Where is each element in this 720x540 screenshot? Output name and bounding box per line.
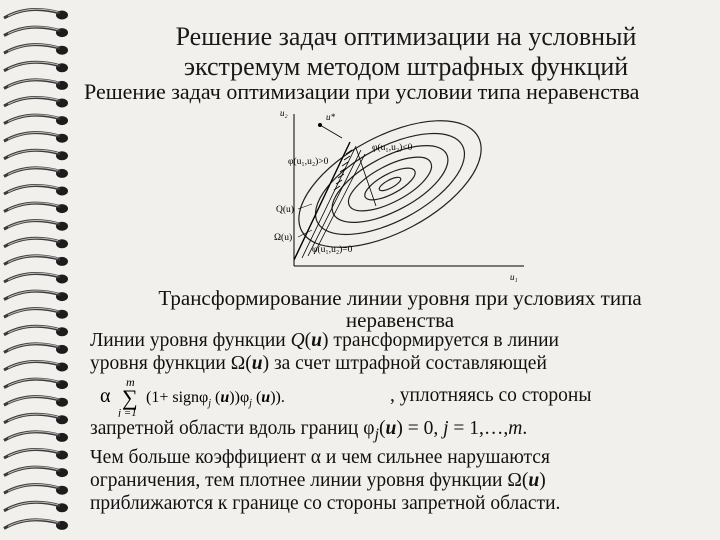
binding-ring <box>4 396 68 406</box>
section-heading-line-1: Трансформирование линии уровня при условиях типа <box>158 286 642 310</box>
binding-ring <box>4 502 68 512</box>
label-phi-positive: φ(u₁,u₂)>0 <box>288 157 329 167</box>
title-line-1: Решение задач оптимизации на условный <box>175 22 637 51</box>
body-text <box>90 329 710 515</box>
binding-ring <box>4 168 68 178</box>
binding-ring <box>4 484 68 494</box>
binding-ring <box>4 256 68 266</box>
binding-ring <box>4 291 68 301</box>
body-line-1: Линии уровня функции Q(u) трансформируется в линии <box>90 330 559 351</box>
section-heading-line-2: неравенства <box>345 308 455 332</box>
binding-ring <box>4 326 68 336</box>
formula-sigma: ∑ <box>122 385 138 410</box>
label-Omega: Ω(u) <box>274 233 293 243</box>
binding-ring <box>4 150 68 160</box>
binding-ring <box>4 80 68 90</box>
slide-subtitle: Решение задач оптимизации при условии типа неравенства <box>84 79 640 104</box>
formula-tail: , уплотняясь со стороны <box>390 385 592 406</box>
body-line-4: Чем больше коэффициент α и чем сильнее нарушаются <box>90 446 550 468</box>
binding-ring <box>4 44 68 54</box>
binding-ring <box>4 467 68 477</box>
spiral-binding <box>0 0 80 540</box>
binding-ring <box>4 203 68 213</box>
body-line-6: приближаются к границе со стороны запретной области. <box>90 492 561 514</box>
label-Q-pointer <box>298 204 312 209</box>
binding-ring <box>4 308 68 318</box>
label-phi-negative: φ(u₁,u₂)<0 <box>372 143 413 153</box>
binding-ring <box>4 9 68 19</box>
formula-sum-bottom: j =1 <box>118 407 137 417</box>
binding-ring <box>4 432 68 442</box>
optimum-pointer <box>320 125 342 138</box>
label-phi-zero: φ(u₁,u₂)=0 <box>312 245 353 255</box>
level-line-2 <box>361 162 420 206</box>
formula-sum-top: m <box>126 375 135 389</box>
body-line-5: ограничения, тем плотнее линии уровня функции Ω(u) <box>90 469 546 491</box>
level-lines-diagram <box>272 108 532 284</box>
binding-ring <box>4 238 68 248</box>
binding-ring <box>4 361 68 371</box>
binding-ring <box>4 449 68 459</box>
slide-title <box>96 22 716 82</box>
formula-body: (1+ signφ$_j$ $(u))\varphi_j$ (u)). <box>146 389 285 409</box>
axis-u1-label: u₁ <box>510 272 518 282</box>
section-heading <box>90 287 710 331</box>
binding-ring <box>4 220 68 230</box>
binding-ring <box>4 379 68 389</box>
binding-ring <box>4 62 68 72</box>
level-line-5 <box>300 113 480 255</box>
binding-ring <box>4 273 68 283</box>
optimum-label: u* <box>326 112 335 122</box>
title-line-2: экстремум методом штрафных функций <box>183 52 629 81</box>
penalty-line-3 <box>314 154 365 254</box>
label-Q: Q(u) <box>276 205 294 215</box>
axis-u2-label: u₂ <box>280 108 288 118</box>
binding-ring <box>4 132 68 142</box>
binding-ring <box>4 97 68 107</box>
binding-ring <box>4 414 68 424</box>
level-line-3 <box>341 147 439 222</box>
formula-row <box>90 375 710 417</box>
binding-ring <box>4 185 68 195</box>
binding-ring <box>4 520 68 530</box>
binding-ring <box>4 27 68 37</box>
body-line-2: уровня функции Ω(u) за счет штрафной составляющей <box>90 353 547 374</box>
penalty-formula <box>96 375 388 417</box>
binding-ring <box>4 115 68 125</box>
body-line-3: запретной области вдоль границ $\varphi_j(u) = 0$, j = 1,…,m. <box>90 418 528 443</box>
binding-ring <box>4 344 68 354</box>
formula-alpha: α <box>100 385 111 407</box>
